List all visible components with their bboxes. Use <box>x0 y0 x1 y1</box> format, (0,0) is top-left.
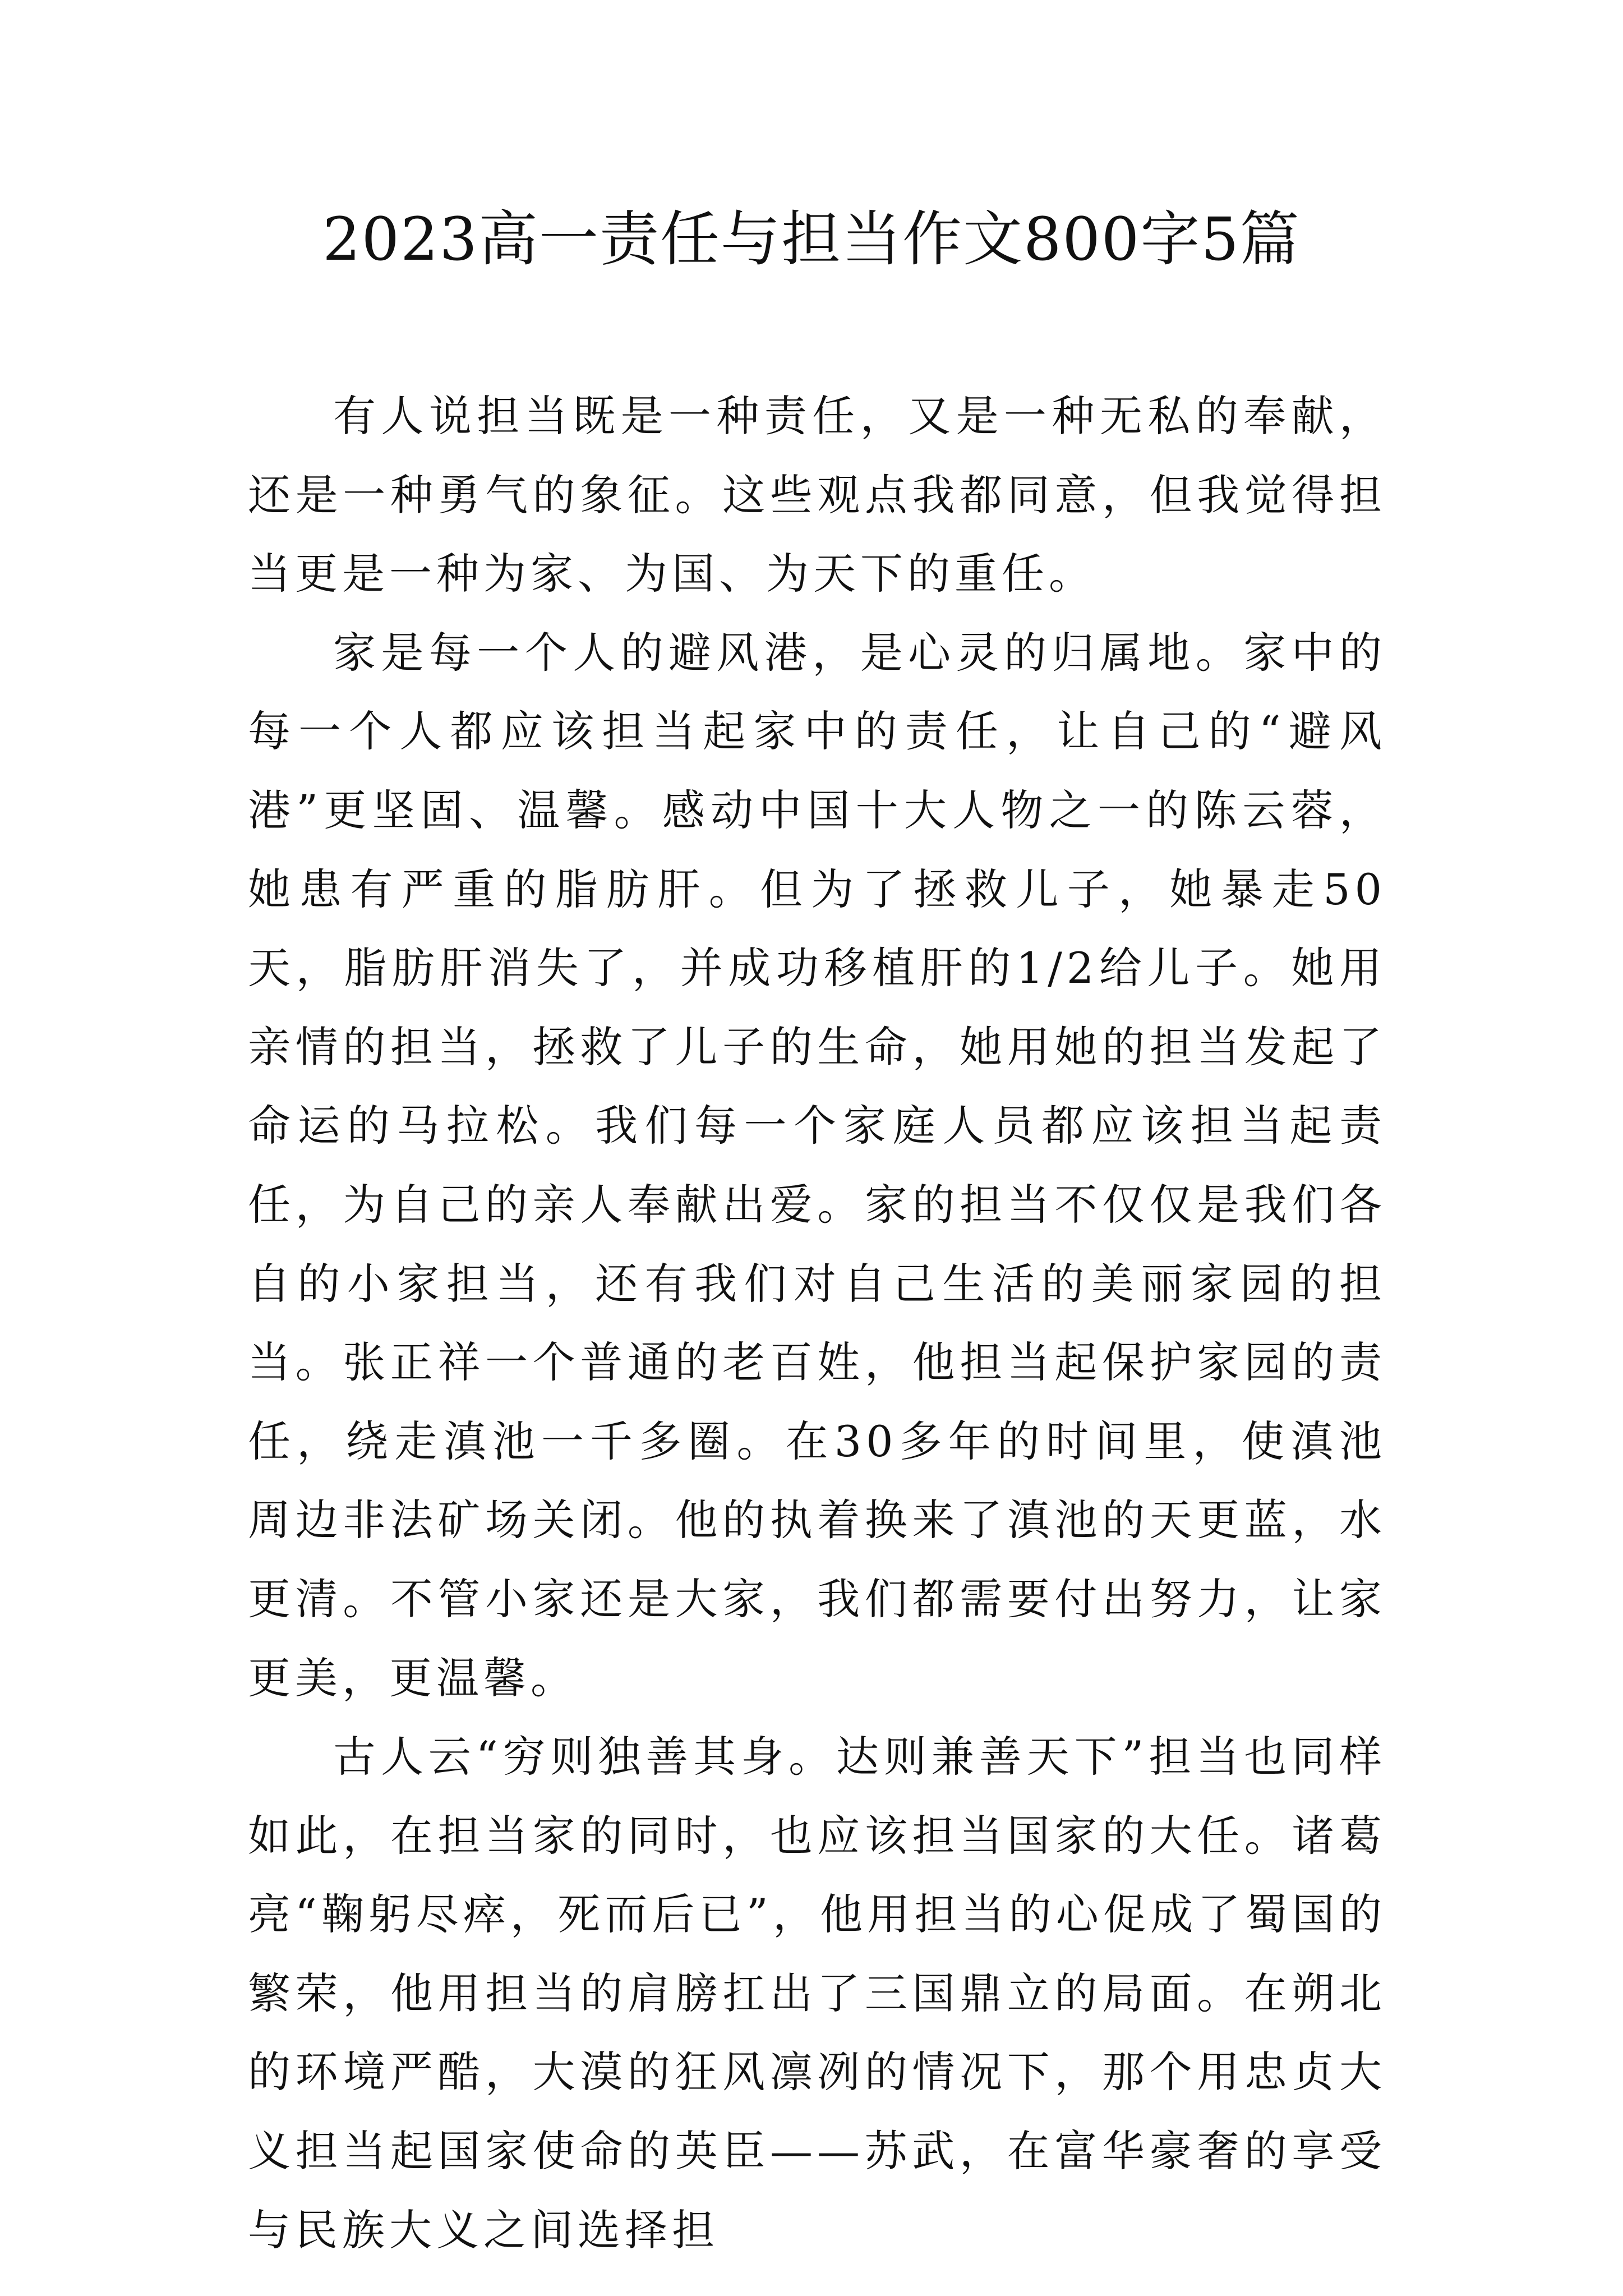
paragraph-1: 有人说担当既是一种责任，又是一种无私的奉献，还是一种勇气的象征。这些观点我都同意，但我觉得担当更是一种为家、为国、为天下的重任。 <box>248 391 1386 599</box>
document-body <box>248 377 1386 2270</box>
document-title: 2023高一责任与担当作文800字5篇 <box>322 205 1301 274</box>
paragraph-2: 家是每一个人的避风港，是心灵的归属地。家中的每一个人都应该担当起家中的责任，让自己的“避风港”更坚固、温馨。感动中国十大人物之一的陈云蓉，她患有严重的脂肪肝。但为了拯救儿子，她暴走50天，脂肪肝消失了，并成功移植肝的1/2给儿子。她用亲情的担当，拯救了儿子的生命，她用她的担当发起了命运的马拉松。我们每一个家庭人员都应该担当起责任，为自己的亲人奉献出爱。家的担当不仅仅是我们各自的小家担当，还有我们对自己生活的美丽家园的担当。张正祥一个普通的老百姓，他担当起保护家园的责任，绕走滇池一千多圈。在30多年的时间里，使滇池周边非法矿场关闭。他的执着换来了滇池的天更蓝，水更清。不管小家还是大家，我们都需要付出努力，让家更美，更温馨。 <box>248 627 1386 1703</box>
paragraph-3: 古人云“穷则独善其身。达则兼善天下”担当也同样如此，在担当家的同时，也应该担当国家的大任。诸葛亮“鞠躬尽瘁，死而后已”，他用担当的心促成了蜀国的繁荣，他用担当的肩膀扛出了三国鼎立的局面。在朔北的环境严酷，大漠的狂风凛冽的情况下，那个用忠贞大义担当起国家使命的英臣——苏武，在富华豪奢的享受与民族大义之间选择担 <box>248 1732 1386 2255</box>
